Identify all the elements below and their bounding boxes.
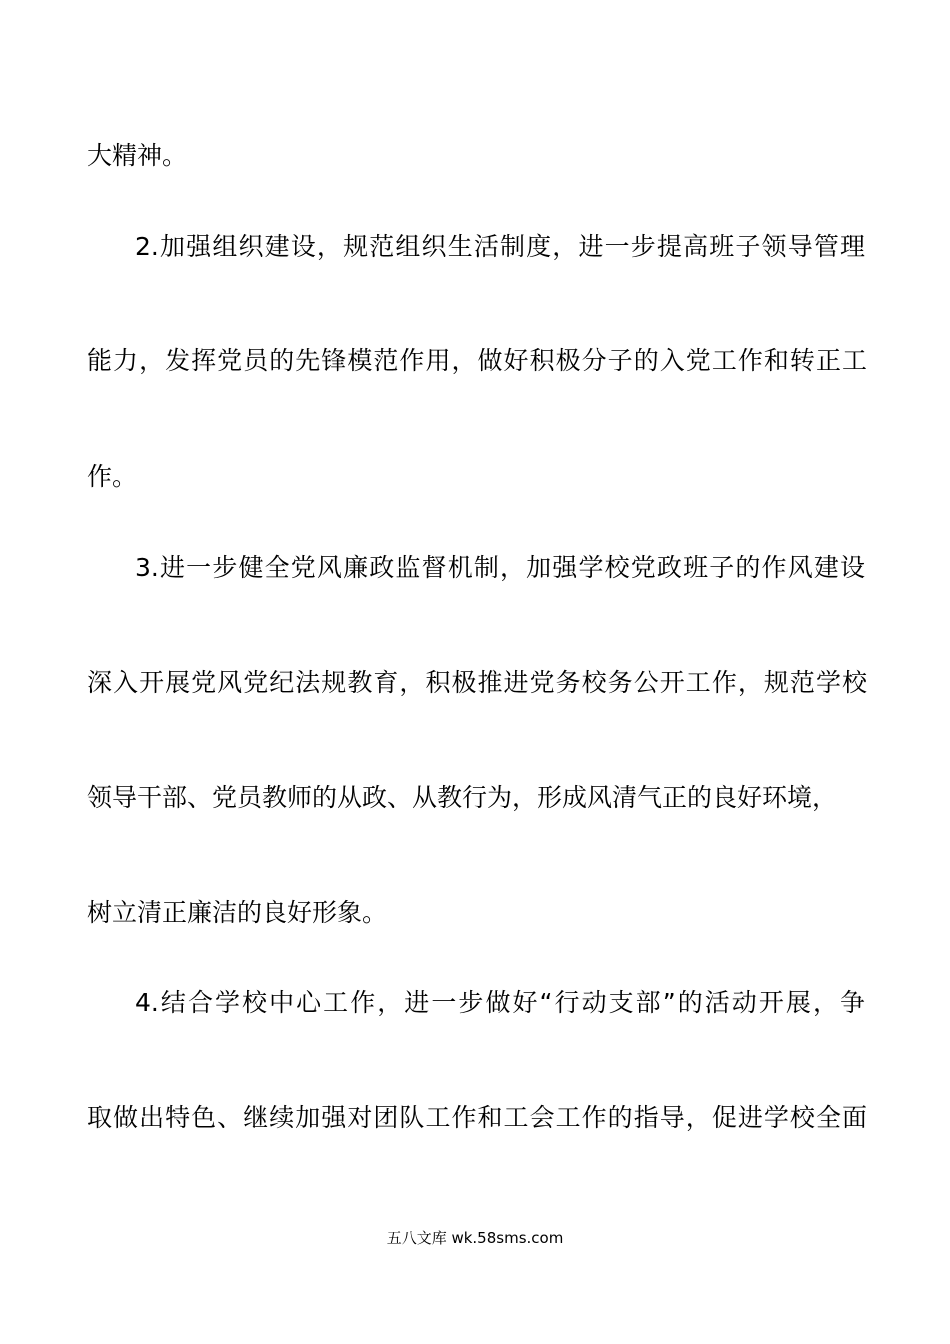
paragraph-line: 4.结合学校中心工作，进一步做好“行动支部”的活动开展，争 (135, 988, 865, 1017)
paragraph-line: 作。 (87, 462, 138, 491)
paragraph-line: 3.进一步健全党风廉政监督机制，加强学校党政班子的作风建设 (135, 553, 865, 582)
paragraph-line: 深入开展党风党纪法规教育，积极推进党务校务公开工作，规范学校 (87, 668, 867, 697)
paragraph-line: 树立清正廉洁的良好形象。 (87, 898, 388, 927)
paragraph-line: 能力，发挥党员的先锋模范作用，做好积极分子的入党工作和转正工 (87, 346, 867, 375)
paragraph-line: 2.加强组织建设，规范组织生活制度，进一步提高班子领导管理 (135, 232, 865, 261)
page-footer: 五八文库 wk.58sms.com (386, 1229, 564, 1247)
paragraph-line: 大精神。 (87, 141, 188, 170)
paragraph-line: 取做出特色、继续加强对团队工作和工会工作的指导，促进学校全面 (87, 1103, 867, 1132)
paragraph-line: 领导干部、党员教师的从政、从教行为，形成风清气正的良好环境， (87, 783, 838, 812)
